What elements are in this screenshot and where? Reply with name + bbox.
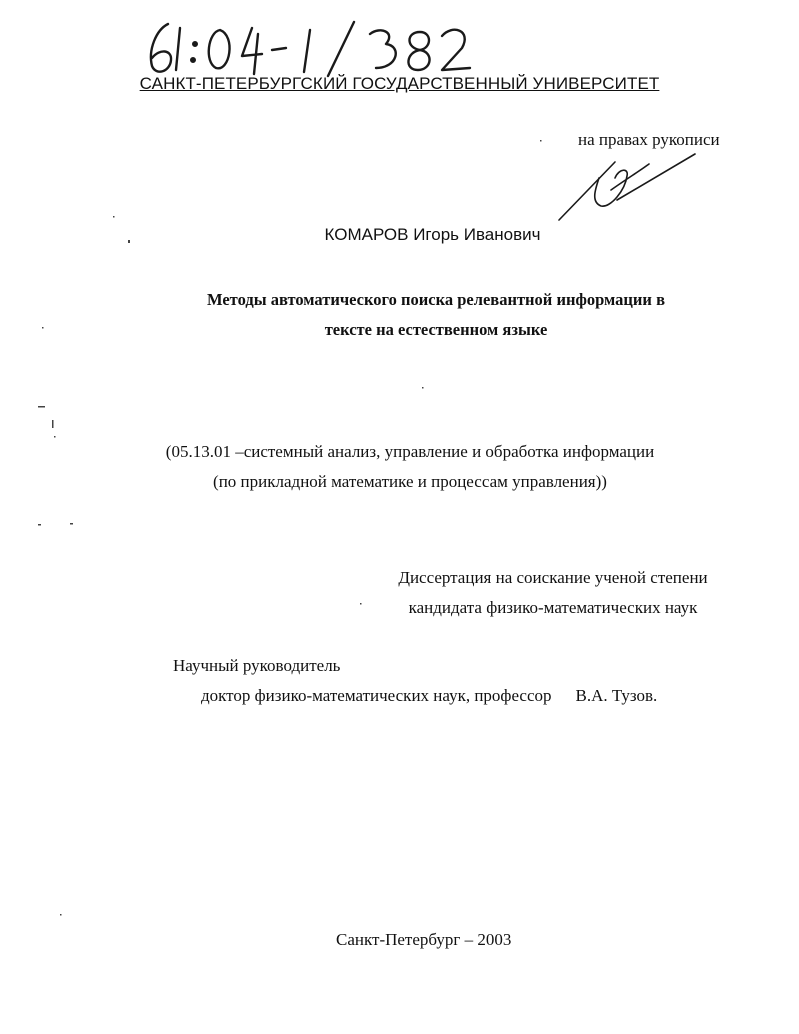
advisor-label: Научный руководитель	[173, 656, 341, 675]
degree-line-2: кандидата физико-математических наук	[408, 598, 698, 617]
specialty-line-2: (по прикладной математике и процессам управления))	[213, 472, 607, 491]
advisor-name: В.А. Тузов.	[575, 686, 658, 705]
advisor-line	[201, 686, 657, 706]
advisor-credentials: доктор физико-математических наук, профессор	[201, 686, 552, 705]
signature	[555, 150, 700, 225]
title-line-1: Методы автоматического поиска релевантной информации в	[207, 290, 665, 309]
degree-line-1: Диссертация на соискание ученой степени	[398, 568, 708, 587]
rights-note: на правах рукописи	[578, 130, 720, 149]
title-line-2: тексте на естественном языке	[324, 320, 548, 339]
city-year: Санкт-Петербург – 2003	[336, 930, 512, 949]
specialty-code	[0, 437, 799, 497]
archive-mark-handwriting	[140, 10, 480, 80]
degree-statement	[382, 563, 724, 623]
author-name: КОМАРОВ Игорь Иванович	[324, 225, 541, 244]
dissertation-title	[0, 285, 799, 345]
specialty-line-1: (05.13.01 –системный анализ, управление и обработка информации	[165, 442, 655, 461]
university-name: САНКТ-ПЕТЕРБУРГСКИЙ ГОСУДАРСТВЕННЫЙ УНИВЕРСИТЕТ	[139, 74, 660, 93]
